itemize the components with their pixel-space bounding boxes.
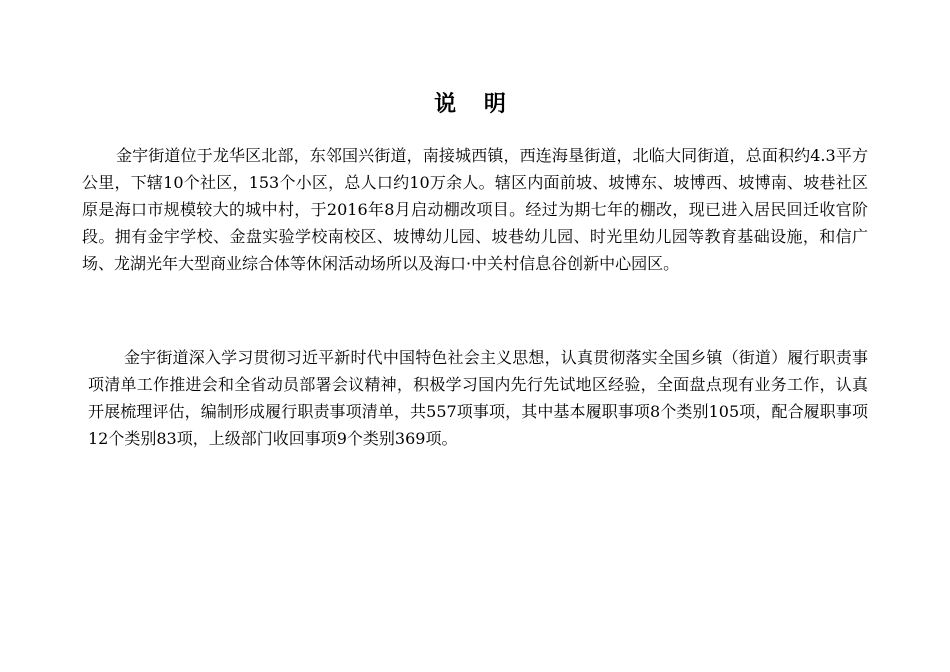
paragraph-duty-list-summary: 金宇街道深入学习贯彻习近平新时代中国特色社会主义思想，认真贯彻落实全国乡镇（街道）履行职责事项清单工作推进会和全省动员部署会议精神，积极学习国内先行先试地区经验，全面盘点现有业务工作，认真开展梳理评估，编制形成履行职责事项清单，共557项事项，其中基本履职事项8个类别105项，配合履职事项12个类别83项，上级部门收回事项9个类别369项。: [88, 348, 868, 448]
document-title: 说 明: [434, 91, 516, 117]
paragraph-district-overview: 金宇街道位于龙华区北部，东邻国兴街道，南接城西镇，西连海垦街道，北临大同街道，总面积约4.3平方公里，下辖10个社区，153个小区，总人口约10万余人。辖区内面前坡、坡博东、坡博西、坡博南、坡巷社区原是海口市规模较大的城中村，于2016年8月启动棚改项目。经过为期七年的棚改，现已进入居民回迁收官阶段。拥有金宇学校、金盘实验学校南校区、坡博幼儿园、坡巷幼儿园、时光里幼儿园等教育基础设施，和信广场、龙湖光年大型商业综合体等休闲活动场所以及海口·中关村信息谷创新中心园区。: [82, 146, 868, 273]
